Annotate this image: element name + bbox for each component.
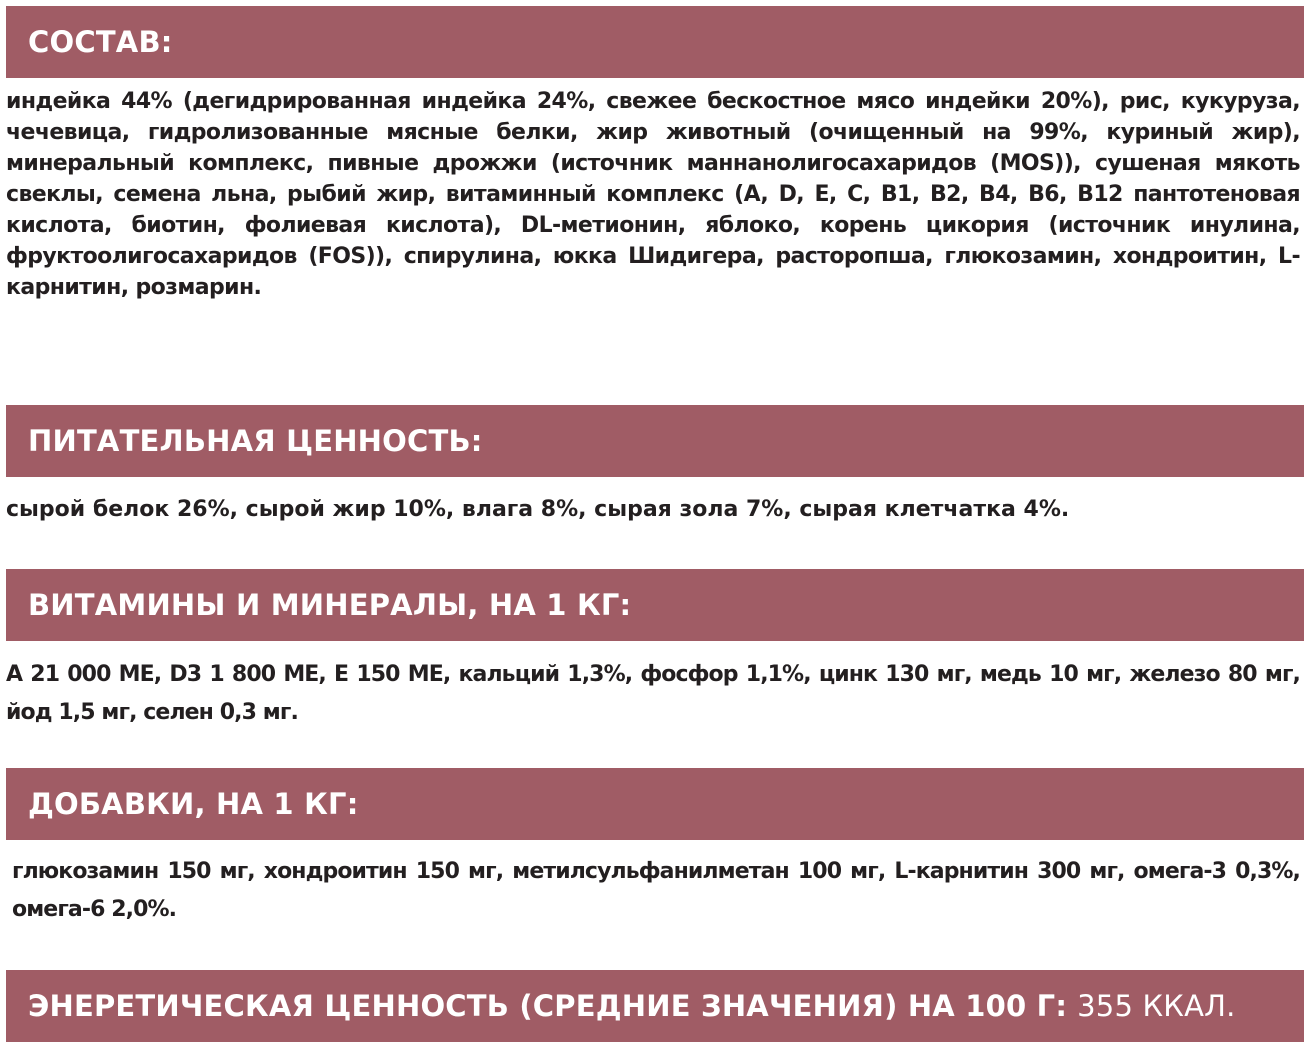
- composition-title: СОСТАВ:: [28, 25, 173, 59]
- vitamins-title: ВИТАМИНЫ И МИНЕРАЛЫ, НА 1 КГ:: [28, 588, 632, 622]
- nutrition-text: сырой белок 26%, сырой жир 10%, влага 8%, сырая зола 7%, сырая клетчатка 4%.: [6, 497, 1070, 522]
- composition-header: [6, 6, 1304, 78]
- energy-header: [6, 970, 1304, 1042]
- additives-title: ДОБАВКИ, НА 1 КГ:: [28, 787, 359, 821]
- nutrition-header: [6, 405, 1304, 477]
- vitamins-header: [6, 569, 1304, 641]
- additives-text: глюкозамин 150 мг, хондроитин 150 мг, метилсульфанилметан 100 мг, L-карнитин 300 мг, омега-3 0,3%, омега-6 2,0%.: [12, 859, 1300, 922]
- vitamins-text: А 21 000 МЕ, D3 1 800 МЕ, Е 150 МЕ, кальций 1,3%, фосфор 1,1%, цинк 130 мг, медь 10 мг, железо 80 мг, йод 1,5 мг, селен 0,3 мг.: [6, 662, 1300, 725]
- additives-header: [6, 768, 1304, 840]
- energy-value: 355 ККАЛ.: [1077, 989, 1236, 1023]
- composition-text: индейка 44% (дегидрированная индейка 24%, свежее бескостное мясо индейки 20%), рис, кукуруза, чечевица, гидролизованные мясные белки, жир животный (очищенный на 99%, куриный жир), минеральный комплекс, пивные дрожжи (источник маннанолигосахаридов (MOS)), сушеная мякоть свеклы, семена льна, рыбий жир, витаминный комплекс (A, D, E, C, B1, B2, B4, B6, B12 пантотеновая кислота, биотин, фолиевая кислота), DL-метионин, яблоко, корень цикория (источник инулина, фруктоолигосахаридов (FOS)), спирулина, юкка Шидигера, расторопша, глюкозамин, хондроитин, L-карнитин, розмарин.: [6, 89, 1300, 300]
- nutrition-title: ПИТАТЕЛЬНАЯ ЦЕННОСТЬ:: [28, 424, 483, 458]
- energy-title: ЭНЕРЕТИЧЕСКАЯ ЦЕННОСТЬ (СРЕДНИЕ ЗНАЧЕНИЯ) НА 100 Г:: [28, 989, 1068, 1023]
